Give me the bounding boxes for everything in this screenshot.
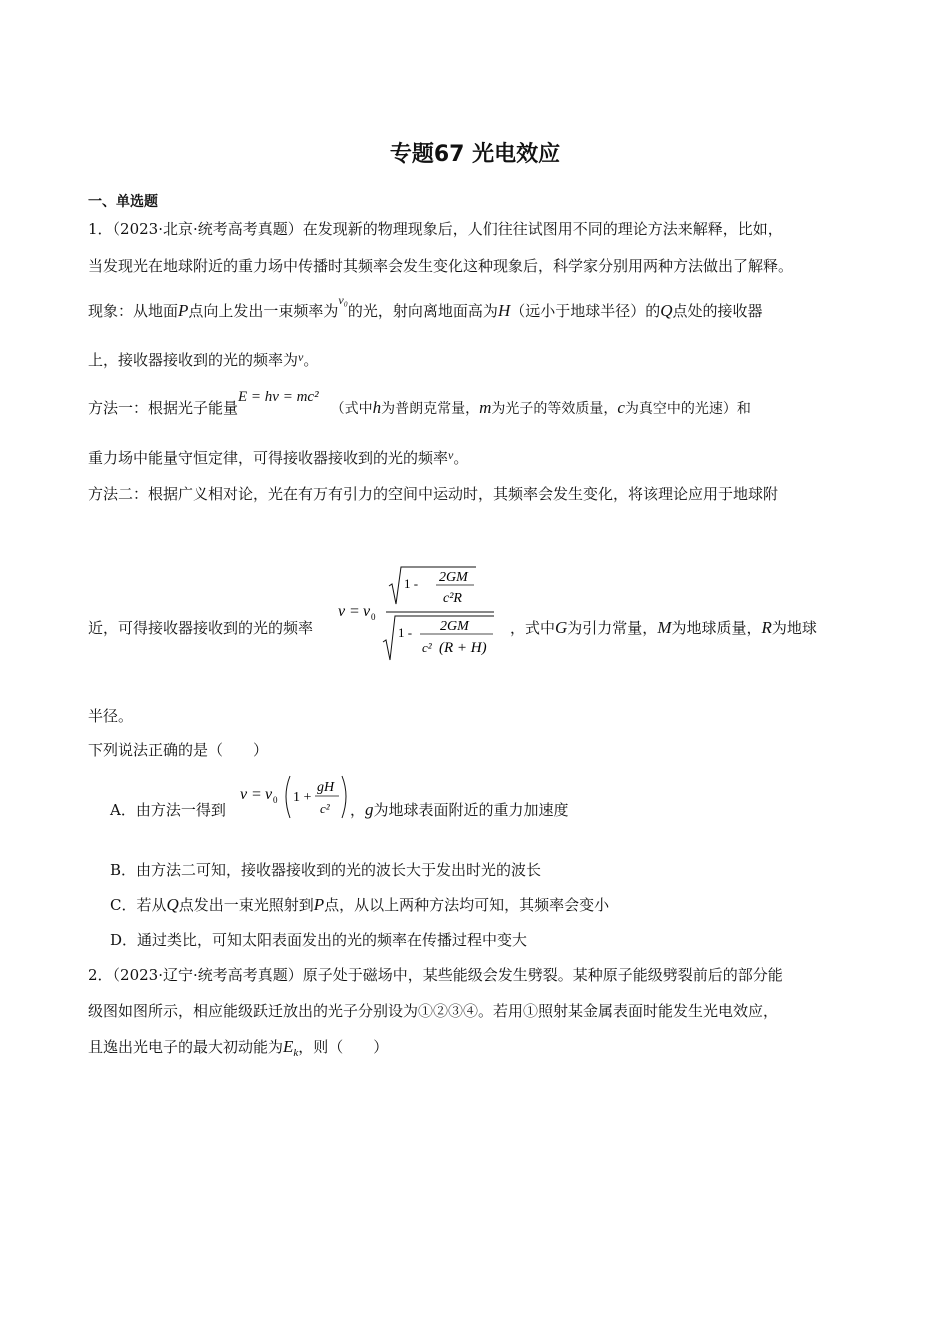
var-Q: Q — [660, 301, 673, 320]
var-E: E — [283, 1037, 294, 1056]
text: ，式中 — [510, 619, 556, 637]
text: 点发出一束光照射到 — [178, 896, 314, 914]
var-nu: ν — [298, 350, 304, 364]
text: 为真空中的光速）和 — [624, 401, 751, 417]
fa-nu0: ν — [265, 786, 273, 803]
num-c2r: c²R — [443, 591, 462, 606]
text: 为光子的等效质量， — [491, 401, 618, 417]
num-2gm: 2GM — [439, 570, 468, 585]
text: （远小于地球半径）的 — [510, 302, 661, 320]
formula-nu0: ν — [363, 603, 371, 620]
fa-one-plus: 1 + — [293, 790, 312, 805]
text: 点处的接收器 — [672, 302, 763, 320]
method-2-line-2b — [510, 618, 817, 638]
method-2-line-2a: 近，可得接收器接收到的光的频率 — [88, 619, 314, 637]
fa-gh: gH — [317, 780, 335, 795]
var-Q: Q — [166, 895, 179, 914]
text: ，则（ ） — [298, 1038, 389, 1056]
fa-paren-left — [286, 776, 290, 818]
formula-sub0: 0 — [371, 612, 376, 622]
formula-option-a — [238, 772, 350, 822]
text: 。 — [303, 351, 319, 369]
text: 现象：从地面 — [88, 302, 179, 320]
section-heading: 一、单选题 — [88, 194, 158, 210]
var-G: G — [555, 618, 568, 637]
fa-paren-right — [342, 776, 346, 818]
text: C．若从 — [110, 896, 167, 914]
fa-eq: = — [252, 786, 262, 803]
var-nu: ν — [448, 448, 454, 462]
var-m: m — [479, 398, 492, 417]
var-R: R — [761, 618, 772, 637]
text: 方法一：根据光子能量 — [88, 399, 239, 417]
text: 为地球表面附近的重力加速度 — [373, 801, 569, 819]
formula-eq: = — [350, 603, 360, 620]
page-title: 专题67 光电效应 — [389, 142, 561, 167]
q1-line-4 — [88, 350, 318, 371]
var-h: h — [372, 398, 382, 417]
option-c[interactable] — [110, 895, 609, 915]
option-d[interactable]: D．通过类比，可知太阳表面发出的光的频率在传播过程中变大 — [110, 931, 528, 949]
fa-c2: c² — [320, 801, 330, 816]
q1-line-1 — [88, 219, 783, 239]
var-k: k — [293, 1047, 299, 1059]
q1-stem-1: （2023·北京·统考高考真题）在发现新的物理现象后，人们往往试图用不同的理论方法来解释，比如， — [112, 220, 783, 238]
formula-nu: ν — [338, 603, 346, 620]
text: 点，从以上两种方法均可知，其频率会变小 — [324, 896, 610, 914]
text: 为普朗克常量， — [381, 401, 480, 417]
q2-line-3 — [88, 1037, 388, 1063]
var-P: P — [178, 301, 189, 320]
den-2gm: 2GM — [440, 619, 469, 634]
text: 的光，射向离地面高为 — [347, 302, 498, 320]
method-2-line-1: 方法二：根据广义相对论，光在有万有引力的空间中运动时，其频率会发生变化，将该理论应用于地球附 — [88, 485, 779, 503]
text: 上，接收器接收到的光的频率为 — [88, 351, 299, 369]
fa-sub0: 0 — [273, 795, 278, 805]
var-c: c — [617, 398, 625, 417]
q1-number: 1． — [88, 220, 113, 238]
num-one-minus: 1 - — [404, 576, 419, 591]
text: ， — [350, 801, 366, 819]
var-nu0: ν₀ — [338, 293, 348, 307]
den-c2: c² — [422, 640, 432, 655]
formula-gr-frequency — [336, 564, 506, 662]
den-r-plus-h: (R + H) — [439, 640, 487, 656]
method-1-line — [88, 389, 751, 419]
den-one-minus: 1 - — [398, 625, 413, 640]
var-g: g — [365, 800, 374, 819]
q1-question: 下列说法正确的是（ ） — [88, 741, 269, 759]
q2-line-2: 级图如图所示，相应能级跃迁放出的光子分别设为①②③④。若用①照射某金属表面时能发生光电效应， — [88, 1002, 779, 1020]
text: （式中 — [330, 401, 373, 417]
option-b[interactable]: B．由方法二可知，接收器接收到的光的波长大于发出时光的波长 — [110, 861, 542, 879]
text: 点向上发出一束频率为 — [188, 302, 339, 320]
text: 为地球 — [771, 619, 817, 637]
method-2-line-3: 半径。 — [88, 707, 134, 725]
var-M: M — [657, 618, 672, 637]
text: 重力场中能量守恒定律，可得接收器接收到的光的频率 — [88, 449, 449, 467]
text: 为地球质量， — [671, 619, 762, 637]
fa-nu: ν — [240, 786, 248, 803]
option-a-tail — [350, 800, 569, 820]
method-1-line-2 — [88, 448, 468, 469]
option-a-label[interactable]: A．由方法一得到 — [110, 801, 226, 819]
text: 。 — [453, 449, 469, 467]
text: 且逸出光电子的最大初动能为 — [88, 1038, 284, 1056]
var-P: P — [313, 895, 325, 914]
var-H: H — [497, 301, 511, 320]
formula-energy: E = hν = mc² — [238, 389, 319, 405]
text: 为引力常量， — [567, 619, 658, 637]
q2-line-1: 2．（2023·辽宁·统考高考真题）原子处于磁场中，某些能级会发生劈裂。某种原子能级劈裂前后的部分能 — [88, 966, 783, 984]
q1-line-2: 当发现光在地球附近的重力场中传播时其频率会发生变化这种现象后，科学家分别用两种方法做出了解释。 — [88, 257, 794, 275]
